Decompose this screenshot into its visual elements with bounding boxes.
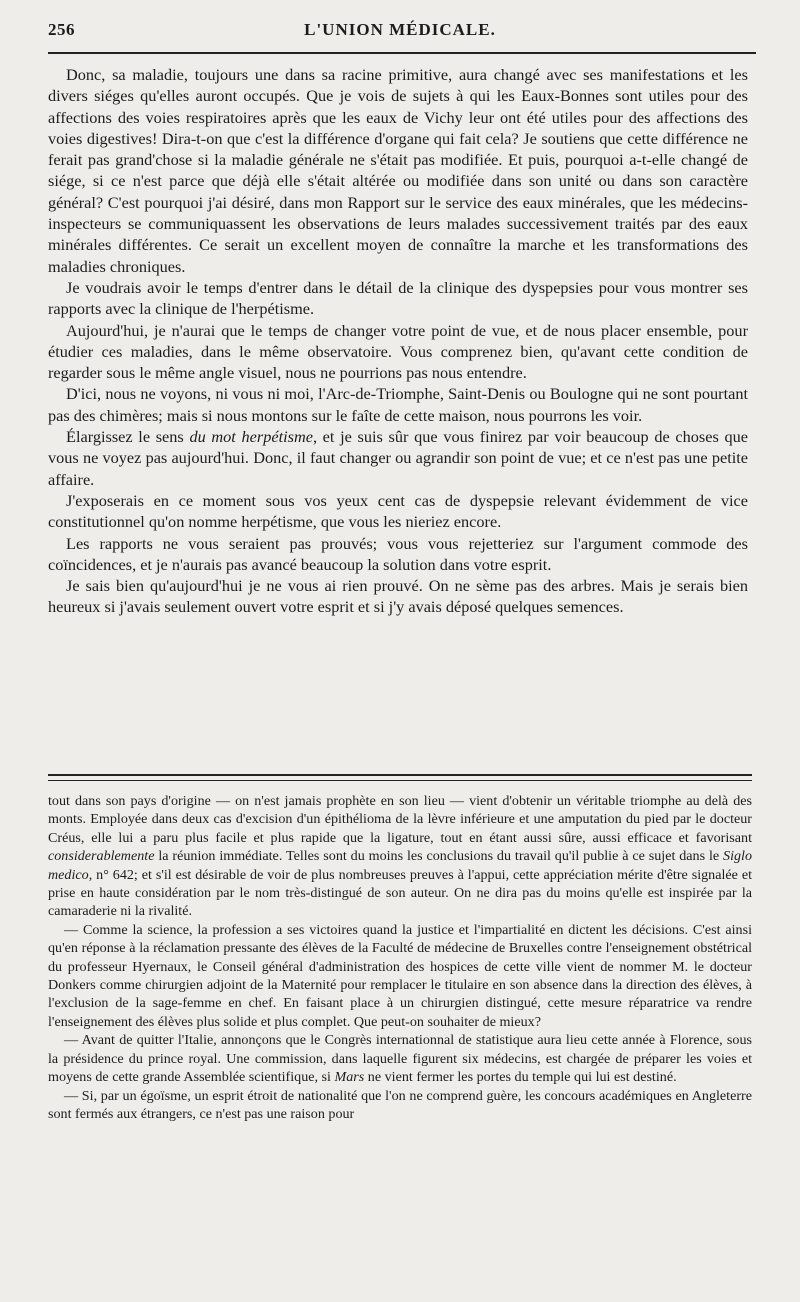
- paragraph: J'exposerais en ce moment sous vos yeux cent cas de dyspepsie relevant évidemment de vice constitutionnel qu'on nomme herpétisme, que vous les nieriez encore.: [48, 490, 748, 532]
- feuilleton-paragraph: — Si, par un égoïsme, un esprit étroit de nationalité que l'on ne comprend guère, les concours académiques en Angleterre sont fermés aux étrangers, ce n'est pas une raison pour: [48, 1087, 752, 1122]
- emphasis: Siglo medico: [48, 848, 752, 883]
- running-title: L'UNION MÉDICALE.: [304, 20, 496, 39]
- paragraph: Les rapports ne vous seraient pas prouvés; vous vous rejetteriez sur l'argument commode des coïncidences, et je n'aurais pas avancé beaucoup la solution dans votre esprit.: [48, 533, 748, 574]
- emphasis: du mot herpétisme: [189, 427, 313, 447]
- header-rule: [48, 52, 756, 54]
- feuilleton-paragraph: — Avant de quitter l'Italie, annonçons que le Congrès internationnal de statistique aura lieu cette année à Florence, sous la présidence du prince royal. Une commission, dans laquelle figurent six médecins, est chargée de préparer les voies et moyens de cette grande Assemblée scientifique, si Mars ne vient fermer les portes du temple qui lui est destiné.: [48, 1032, 752, 1086]
- feuilleton-paragraph: tout dans son pays d'origine — on n'est jamais prophète en son lieu — vient d'obtenir un véritable triomphe au delà des monts. Employée dans deux cas d'excision d'un épithélioma de la lèvre inférieure et une amputation du pied par le docteur Créus, elle lui a paru plus facile et plus rapide que la ligature, tout en étant aussi sûre, aussi efficace et favorisant considerablemente la réunion immédiate. Telles sont du moins les conclusions du travail qu'il publie à ce sujet dans le Siglo medico, n° 642; et s'il est désirable de voir de plus nombreuses preuves à l'appui, cette appréciation mérite d'être signalée et prise en haute considération par le nom très-distingué de son auteur. On ne dira pas du moins qu'elle est inspirée par la camaraderie ni la rivalité.: [48, 793, 752, 920]
- paragraph: Je voudrais avoir le temps d'entrer dans le détail de la clinique des dyspepsies pour vous montrer ses rapports avec la clinique de l'herpétisme.: [48, 277, 748, 319]
- paragraph: Aujourd'hui, je n'aurai que le temps de changer votre point de vue, et de nous placer ensemble, pour étudier ces maladies, dans le même observatoire. Vous comprenez bien, qu'avant cette condition de regarder sous le même angle visuel, nous ne pourrions pas nous entendre.: [48, 320, 748, 383]
- paragraph: Élargissez le sens du mot herpétisme, et je suis sûr que vous finirez par voir beaucoup de choses que vous ne voyez pas aujourd'hui. Donc, il faut changer ou agrandir son point de vue; et ce n'est pas une petite affaire.: [48, 427, 748, 489]
- emphasis: Mars: [334, 1069, 365, 1086]
- paragraph: Je sais bien qu'aujourd'hui je ne vous ai rien prouvé. On ne sème pas des arbres. Mais je serais bien heureux si j'avais seulement ouvert votre esprit et si j'y avais déposé quelques semences.: [48, 576, 748, 617]
- feuilleton-paragraph: — Comme la science, la profession a ses victoires quand la justice et l'impartialité en dictent les décisions. C'est ainsi qu'en réponse à la réclamation pressante des élèves de la Faculté de médecine de Bruxelles contre l'enseignement obstétrical du professeur Hyernaux, le Conseil général d'administration des hospices de cette ville vient de nommer M. le docteur Donkers comme chirurgien adjoint de la Maternité pour remplacer le titulaire en son absence dans la direction des élèves, à l'exclusion de la sage-femme en chef. En faisant place à un chirurgien distingué, cette mesure réparatrice va rendre l'enseignement des élèves plus solide et plus complet. Que peut-on souhaiter de mieux?: [48, 921, 752, 1030]
- main-article: [48, 64, 748, 618]
- page-number: 256: [48, 20, 75, 39]
- paragraph: Donc, sa maladie, toujours une dans sa racine primitive, aura changé avec ses manifestations et les divers siéges qu'elles auront occupés. Que je vois de sujets à qui les Eaux-Bonnes sont utiles pour des affections des voies respiratoires après que les eaux de Vichy leur ont été utiles pour des affections des voies digestives! Dira-t-on que c'est la différence d'organe qui fait cela? Je soutiens que cette différence ne ferait pas grand'chose si la maladie générale ne s'était pas modifiée. Et puis, pourquoi a-t-elle changé de siége, si ce n'est parce que déjà elle s'était altérée ou modifiée dans son unité ou dans son caractère général? C'est pourquoi j'ai désiré, dans mon Rapport sur le service des eaux minérales, que les médecins-inspecteurs se communiquassent les observations de leurs malades successivement traités par des eaux minérales différentes. Ce serait un excellent moyen de connaître la marche et les transformations des maladies chroniques.: [48, 65, 748, 276]
- page-header: [48, 20, 752, 46]
- paragraph: D'ici, nous ne voyons, ni vous ni moi, l'Arc-de-Triomphe, Saint-Denis ou Boulogne qui ne sont pourtant pas des chimères; mais si nous montons sur le faîte de cette maison, nous pourrons les voir.: [48, 384, 748, 425]
- emphasis: considerablemente: [48, 848, 155, 865]
- feuilleton-divider: [48, 774, 752, 781]
- feuilleton: [48, 792, 752, 1123]
